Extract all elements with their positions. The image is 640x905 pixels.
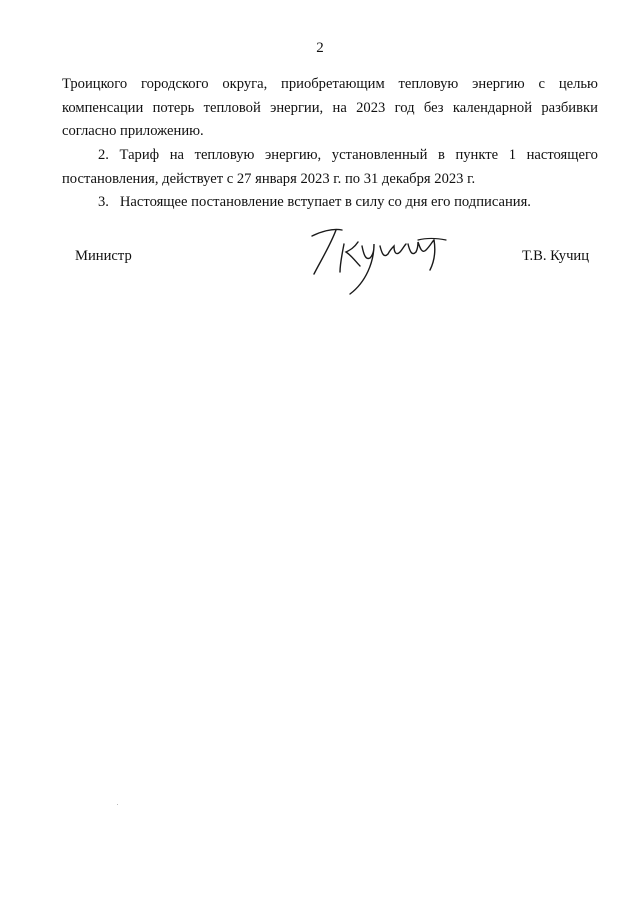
paragraph-2-line-2: постановления, действует с 27 января 2023 г. по 31 декабря 2023 г. [62,171,476,187]
paragraph-1-line-1 [62,74,598,94]
word: без [423,100,444,116]
word: целью [558,76,598,92]
word: городского [140,76,209,92]
word: пункте [455,147,499,163]
word: в [437,147,445,163]
word: энергию [472,76,525,92]
word: округа, [222,76,268,92]
word: 2. [98,147,109,163]
word: потерь [152,100,195,116]
paragraph-3: 3. Настоящее постановление вступает в силу со дня его подписания. [98,194,531,210]
paragraph-1-line-2 [62,98,598,118]
word: 2023 [356,100,386,116]
word: год [394,100,415,116]
paragraph-1-line-3: согласно приложению. [62,123,204,139]
word: Тариф [119,147,160,163]
word: с [538,76,545,92]
word: настоящего [526,147,598,163]
page-number: 2 [316,40,324,56]
word: на [169,147,184,163]
paragraph-2-line-1 [98,145,598,165]
word: календарной [452,100,533,116]
word: тепловой [203,100,261,116]
word: на [332,100,347,116]
word: тепловую [194,147,255,163]
signatory-name: Т.В. Кучиц [522,248,590,264]
word: энергию, [265,147,322,163]
word: разбивки [541,100,598,116]
word: установленный [331,147,428,163]
scan-speck [117,804,118,805]
word: энергии, [270,100,324,116]
word: приобретающим [281,76,385,92]
word: 1 [508,147,516,163]
word: Троицкого [62,76,128,92]
position-title: Министр [75,248,132,264]
word: тепловую [398,76,459,92]
handwritten-signature [300,222,450,302]
word: компенсации [62,100,144,116]
